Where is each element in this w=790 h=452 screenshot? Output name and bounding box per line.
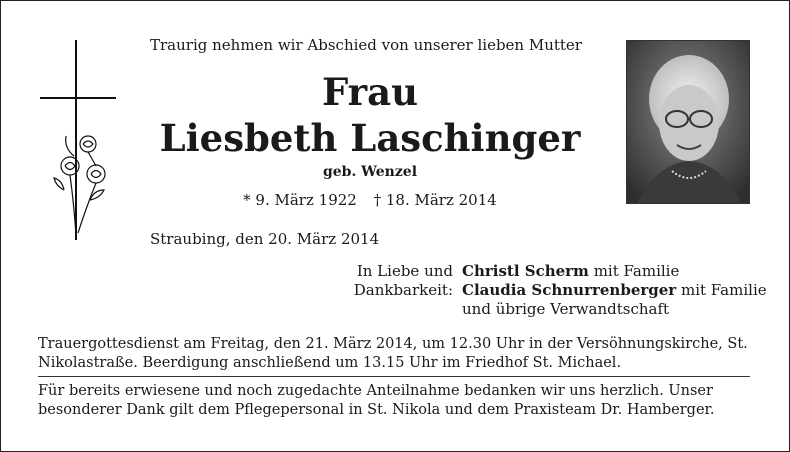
- thanks-label-line-1: In Liebe und: [356, 262, 453, 280]
- death-date: † 18. März 2014: [373, 191, 497, 209]
- intro-text: Traurig nehmen wir Abschied von unserer lieben Mutter: [150, 36, 582, 54]
- cross-with-roses-icon: [40, 40, 116, 240]
- mourner-1: [462, 262, 767, 281]
- mourner-name: Christl Scherm: [462, 262, 589, 280]
- maiden-name: geb. Wenzel: [322, 164, 418, 180]
- portrait-photo: [626, 40, 750, 204]
- mourner-suffix: mit Familie: [588, 262, 680, 280]
- mourners-extra: und übrige Verwandtschaft: [462, 300, 670, 318]
- life-dates: [150, 191, 590, 209]
- mourner-name: Claudia Schnurrenberger: [462, 281, 677, 299]
- divider: [38, 376, 750, 377]
- thanks-label: [340, 262, 453, 300]
- thanks-label-line-2: Dankbarkeit:: [353, 281, 453, 299]
- birth-date: * 9. März 1922: [243, 191, 357, 209]
- funeral-service-info: Trauergottesdienst am Freitag, den 21. März 2014, um 12.30 Uhr in der Versöhnungskirche, St. Nikolastraße. Beerdigung anschließend um 13.15 Uhr im Friedhof St. Michael.: [38, 336, 748, 371]
- salutation: Frau: [322, 70, 418, 114]
- mourners-list: [462, 262, 767, 319]
- deceased-name: Liesbeth Laschinger: [159, 116, 581, 160]
- mourner-suffix: mit Familie: [676, 281, 767, 299]
- gratitude-text: Für bereits erwiesene und noch zugedachte Anteilnahme bedanken wir uns herzlich. Unser besonderer Dank gilt dem Pflegepersonal in St. Nikola und dem Praxisteam Dr. Hamberger.: [38, 383, 715, 418]
- mourner-2: [462, 281, 767, 300]
- place-date: Straubing, den 20. März 2014: [150, 230, 380, 248]
